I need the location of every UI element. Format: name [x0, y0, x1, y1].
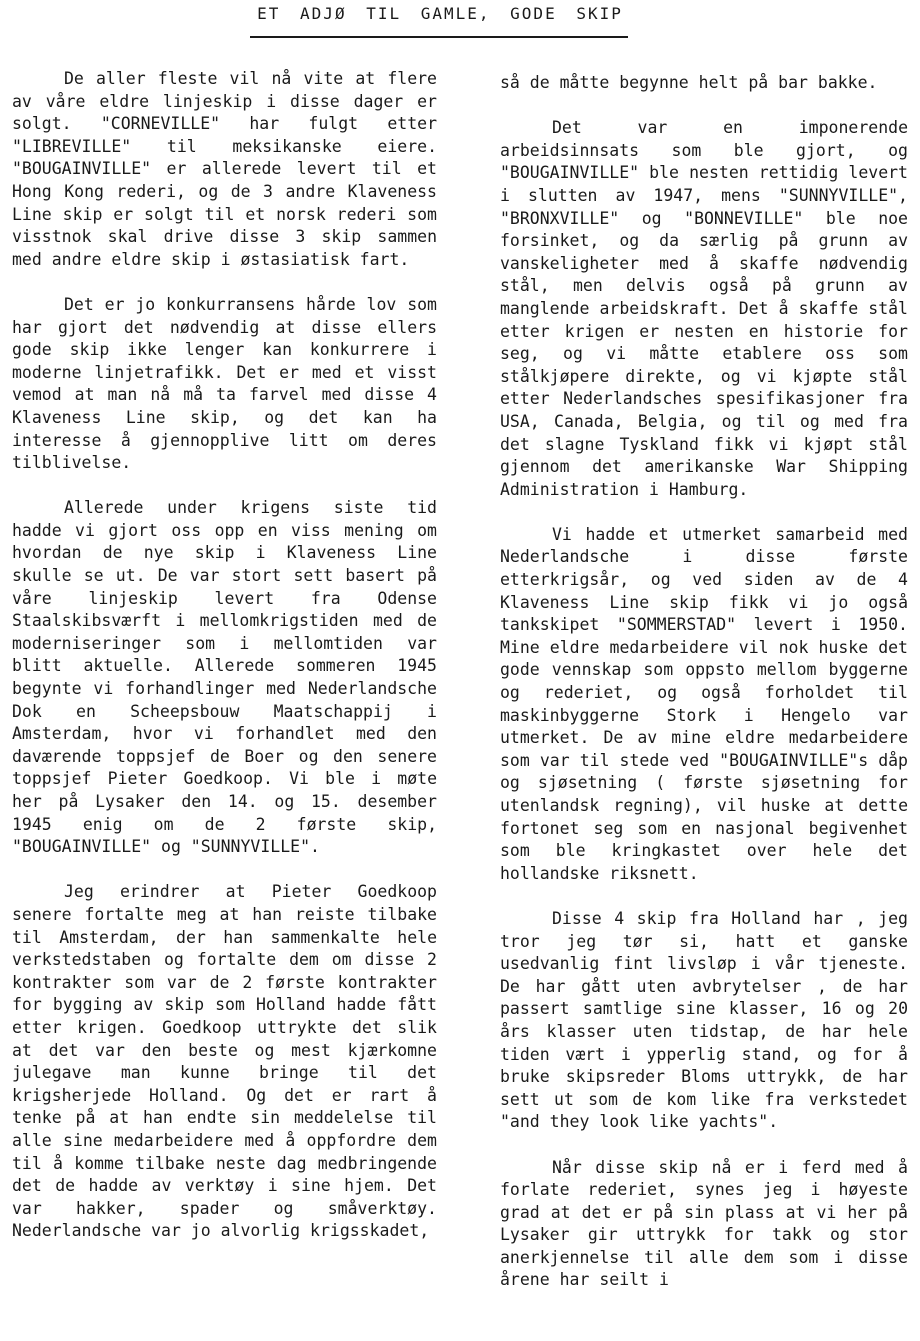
paragraph: Jeg erindrer at Pieter Goedkoop senere fortalte meg at han reiste tilbake til Amsterdam, der han sammenkalte hele verkstedstaben og fortalte dem om disse 2 kontrakter som var de 2 første kontrakter for bygging av skip som Holland hadde fått etter krigen. Goedkoop uttrykte det slik at det var den beste og mest kjærkomne julegave man kunne bringe til det krigsherjede Holland. Og det er rart å tenke på at han endte sin meddelelse til alle sine medarbeidere med å oppfordre dem til å komme tilbake neste dag medbringende det de hadde av verktøy i sine hjem. Det var hakker, spader og småverktøy. Nederlandsche var jo alvorlig krigsskadet, — [12, 882, 437, 1241]
title-underline — [250, 36, 628, 38]
left-column — [12, 68, 437, 1265]
paragraph: Når disse skip nå er i ferd med å forlate rederiet, synes jeg i høyeste grad at det er på sin plass at vi her på Lysaker gir uttrykk for takk og stor anerkjennelse til alle dem som i disse årene har seilt i — [500, 1157, 908, 1290]
paragraph: Allerede under krigens siste tid hadde vi gjort oss opp en viss mening om hvordan de nye skip i Klaveness Line skulle se ut. De var stort sett basert på våre linjeskip levert fra Odense Staalskibsværft i mellomkrigstiden med de moderniseringer som i mellomtiden var blitt aktuelle. Allerede sommeren 1945 begynte vi forhandlinger med Nederlandsche Dok en Scheepsbouw Maatschappij i Amsterdam, hvor vi forhandlet med den daværende toppsjef de Boer og den senere toppsjef Pieter Goedkoop. Vi ble i møte her på Lysaker den 14. og 15. desember 1945 enig om de 2 første skip, "BOUGAINVILLE" og "SUNNYVILLE". — [12, 498, 437, 857]
paragraph: Det er jo konkurransens hårde lov som har gjort det nødvendig at disse ellers gode skip ikke lenger kan konkurrere i moderne linjetrafikk. Det er med et visst vemod at man nå må ta farvel med disse 4 Klaveness Line skip, og det kan ha interesse å gjennopplive litt om deres tilblivelse. — [12, 294, 437, 473]
paragraph: Disse 4 skip fra Holland har , jeg tror jeg tør si, hatt et ganske usedvanlig fint livsløp i vår tjeneste. De har gått uten avbrytelser , de har passert samtlige sine klasser, 16 og 20 års klasser uten tidstap, de har hele tiden vært i ypperlig stand, og for å bruke skipsreder Bloms uttrykk, de har sett ut som de kom like fra verkstedet "and they look like yachts". — [500, 908, 908, 1132]
paragraph: Vi hadde et utmerket samarbeid med Nederlandsche i disse første etterkrigsår, og ved siden av de 4 Klaveness Line skip fikk vi jo også tankskipet "SOMMERSTAD" levert i 1950. Mine eldre medarbeidere vil nok huske det gode vennskap som oppsto mellom byggerne og rederiet, og også forholdet til maskinbyggerne Stork i Hengelo var utmerket. De av mine eldre medarbeidere som var til stede ved "BOUGAINVILLE"s dåp og sjøsetning ( første sjøsetning for utenlandsk regning), vil huske at dette fortonet seg som en nasjonal begivenhet som ble kringkastet over hele det hollandske riksnett. — [500, 524, 908, 883]
right-column — [500, 72, 908, 1315]
page-title: ET ADJØ TIL GAMLE, GODE SKIP — [257, 4, 623, 23]
paragraph-continuation: så de måtte begynne helt på bar bakke. — [500, 73, 878, 92]
paragraph: De aller fleste vil nå vite at flere av våre eldre linjeskip i disse dager er solgt. "CORNEVILLE" har fulgt etter "LIBREVILLE" til meksikanske eiere. "BOUGAINVILLE" er allerede levert til et Hong Kong rederi, og de 3 andre Klaveness Line skip er solgt til et norsk rederi som visstnok skal drive disse 3 skip sammen med andre eldre skip i østasiatisk fart. — [12, 69, 437, 269]
paragraph: Det var en imponerende arbeidsinnsats som ble gjort, og "BOUGAINVILLE" ble nesten rettidig levert i slutten av 1947, mens "SUNNYVILLE", "BRONXVILLE" og "BONNEVILLE" ble noe forsinket, og da særlig på grunn av vanskeligheter med å skaffe nødvendig stål, men delvis også på grunn av manglende arbeidskraft. Det å skaffe stål etter krigen er nesten en historie for seg, og vi måtte etablere oss som stålkjøpere direkte, og vi kjøpte stål etter Nederlandsches spesifikasjoner fra USA, Canada, Belgia, og til og med fra det slagne Tyskland fikk vi kjøpt stål gjennom det amerikanske War Shipping Administration i Hamburg. — [500, 118, 908, 499]
